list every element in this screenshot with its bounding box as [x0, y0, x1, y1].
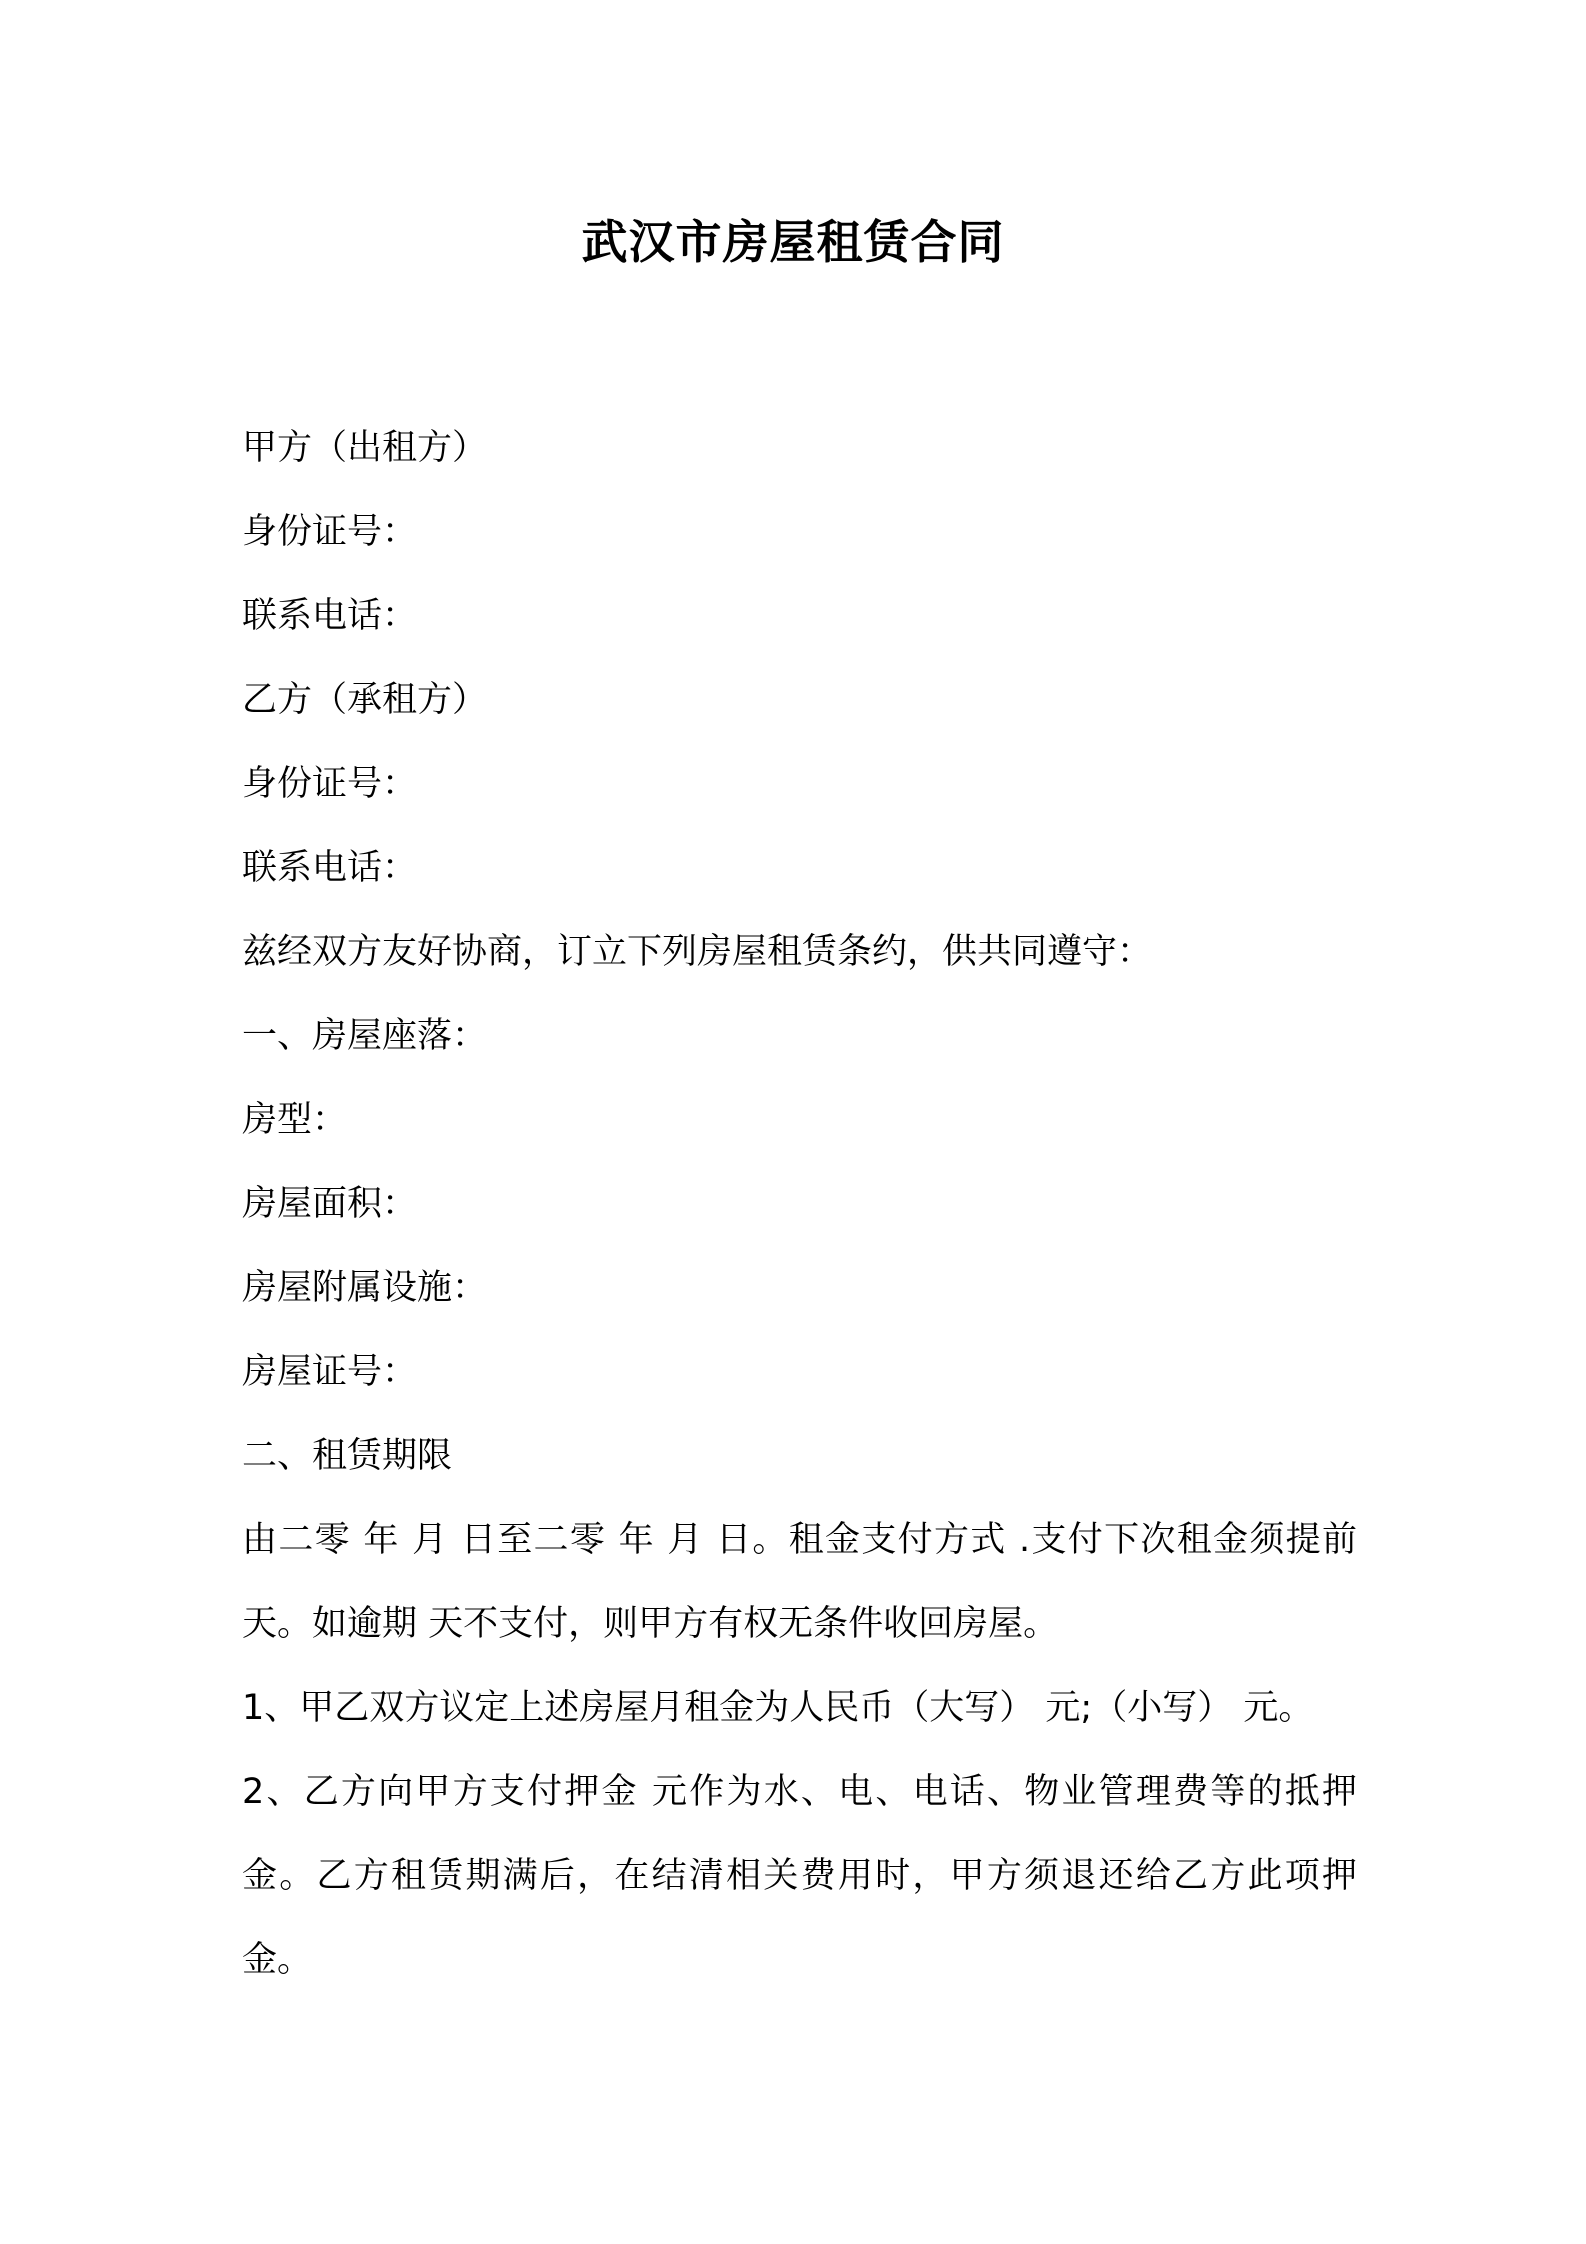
- party-b-heading: 乙方（承租方）: [242, 680, 488, 720]
- section-2-lease-term: 二、租赁期限: [242, 1436, 453, 1476]
- agreement-intro: 兹经双方友好协商，订立下列房屋租赁条约，供共同遵守：: [242, 932, 1153, 972]
- document-body: [242, 406, 1357, 2002]
- party-a-heading: 甲方（出租方）: [242, 428, 488, 468]
- house-facilities: 房屋附属设施：: [242, 1268, 488, 1308]
- party-b-phone: 联系电话：: [242, 848, 418, 888]
- rent-amount-paragraph: 1、甲乙双方议定上述房屋月租金为人民币（大写） 元;（小写） 元。: [242, 1688, 1314, 1728]
- house-type: 房型：: [242, 1100, 348, 1140]
- party-a-phone: 联系电话：: [242, 596, 418, 636]
- document-title: 武汉市房屋租赁合同: [581, 215, 1005, 269]
- deposit-paragraph: 2、乙方向甲方支付押金 元作为水、电、电话、物业管理费等的抵押金。乙方租赁期满后，在结清相关费用时，甲方须退还给乙方此项押金。: [242, 1772, 1357, 1980]
- party-a-id-number: 身份证号：: [242, 512, 418, 552]
- party-b-id-number: 身份证号：: [242, 764, 418, 804]
- section-1-location: 一、房屋座落：: [242, 1016, 488, 1056]
- house-area: 房屋面积：: [242, 1184, 418, 1224]
- lease-term-paragraph: 由二零 年 月 日至二零 年 月 日。租金支付方式 .支付下次租金须提前 天。如逾期 天不支付，则甲方有权无条件收回房屋。: [242, 1520, 1357, 1644]
- house-certificate-number: 房屋证号：: [242, 1352, 418, 1392]
